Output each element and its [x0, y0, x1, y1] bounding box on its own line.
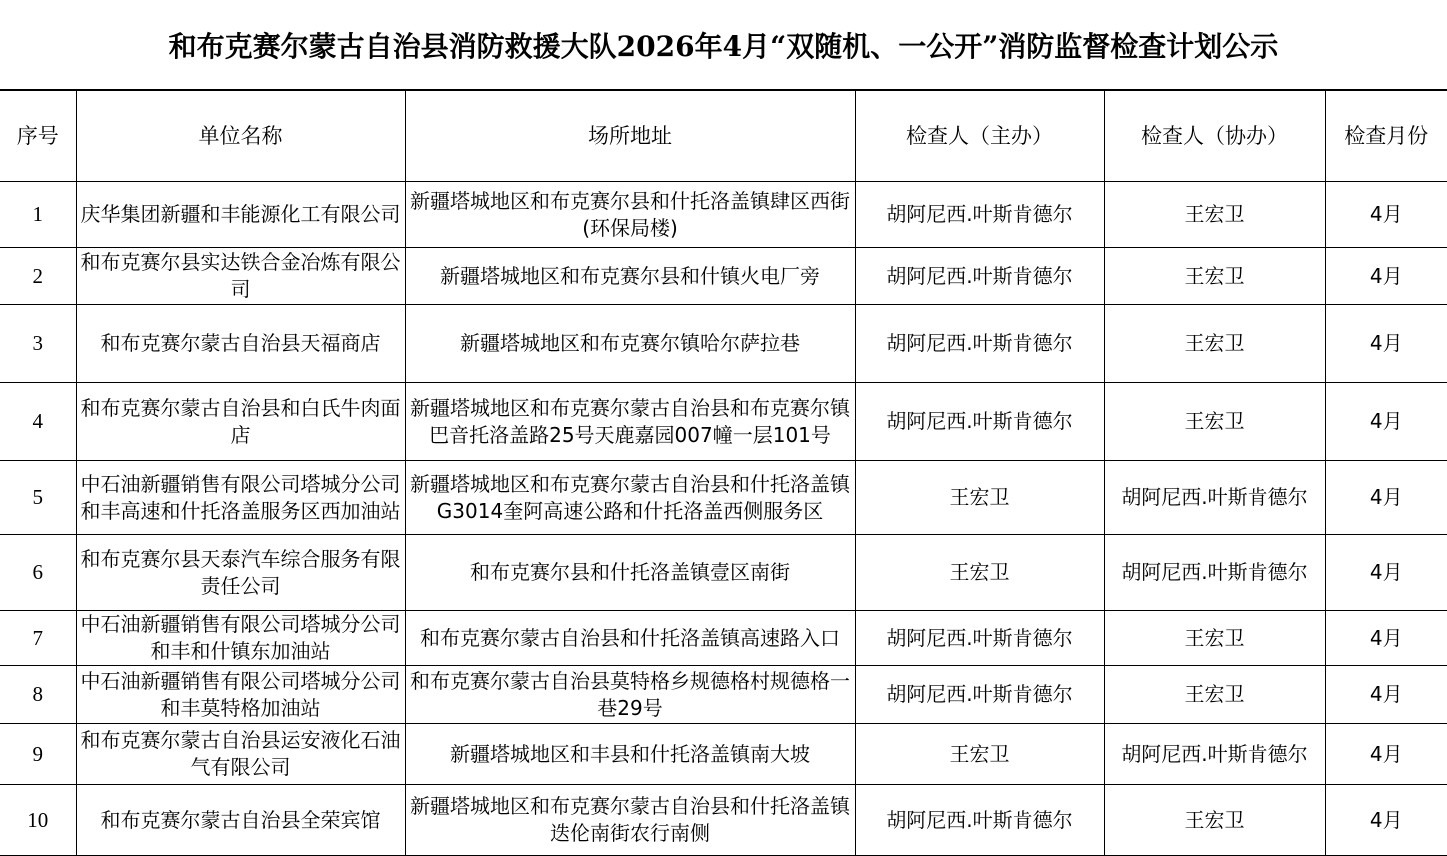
cell-month: 4月 — [1325, 611, 1447, 666]
cell-address: 新疆塔城地区和布克赛尔县和什镇火电厂旁 — [405, 248, 855, 305]
table-row — [0, 666, 1447, 724]
header-inspector-assist: 检查人（协办） — [1104, 91, 1325, 182]
cell-inspector-main: 胡阿尼西.叶斯肯德尔 — [855, 305, 1104, 383]
cell-month: 4月 — [1325, 248, 1447, 305]
cell-inspector-main: 胡阿尼西.叶斯肯德尔 — [855, 182, 1104, 248]
cell-inspector-assist: 王宏卫 — [1104, 182, 1325, 248]
cell-month: 4月 — [1325, 724, 1447, 785]
cell-inspector-assist: 王宏卫 — [1104, 785, 1325, 856]
cell-inspector-assist: 胡阿尼西.叶斯肯德尔 — [1104, 535, 1325, 611]
cell-no: 8 — [0, 666, 76, 724]
cell-no: 1 — [0, 182, 76, 248]
cell-inspector-main: 胡阿尼西.叶斯肯德尔 — [855, 666, 1104, 724]
cell-inspector-main: 胡阿尼西.叶斯肯德尔 — [855, 611, 1104, 666]
cell-no: 2 — [0, 248, 76, 305]
cell-address: 新疆塔城地区和布克赛尔蒙古自治县和什托洛盖镇迭伦南街农行南侧 — [405, 785, 855, 856]
cell-address: 新疆塔城地区和布克赛尔蒙古自治县和布克赛尔镇巴音托洛盖路25号天鹿嘉园007幢一层101号 — [405, 383, 855, 461]
cell-month: 4月 — [1325, 182, 1447, 248]
cell-unit-name: 和布克赛尔县实达铁合金冶炼有限公司 — [76, 248, 405, 305]
cell-unit-name: 和布克赛尔蒙古自治县全荣宾馆 — [76, 785, 405, 856]
cell-inspector-assist: 胡阿尼西.叶斯肯德尔 — [1104, 724, 1325, 785]
cell-no: 6 — [0, 535, 76, 611]
cell-inspector-main: 王宏卫 — [855, 461, 1104, 535]
cell-inspector-assist: 王宏卫 — [1104, 248, 1325, 305]
cell-unit-name: 庆华集团新疆和丰能源化工有限公司 — [76, 182, 405, 248]
table-row — [0, 248, 1447, 305]
table-row — [0, 724, 1447, 785]
cell-month: 4月 — [1325, 785, 1447, 856]
cell-inspector-main: 王宏卫 — [855, 724, 1104, 785]
table-row — [0, 305, 1447, 383]
cell-no: 10 — [0, 785, 76, 856]
cell-unit-name: 中石油新疆销售有限公司塔城分公司和丰高速和什托洛盖服务区西加油站 — [76, 461, 405, 535]
table-row — [0, 182, 1447, 248]
page-title: 和布克赛尔蒙古自治县消防救援大队2026年4月“双随机、一公开”消防监督检查计划公示 — [0, 0, 1447, 90]
cell-inspector-main: 胡阿尼西.叶斯肯德尔 — [855, 383, 1104, 461]
table-row — [0, 383, 1447, 461]
cell-no: 7 — [0, 611, 76, 666]
cell-unit-name: 中石油新疆销售有限公司塔城分公司和丰莫特格加油站 — [76, 666, 405, 724]
table-header-row — [0, 91, 1447, 182]
cell-unit-name: 和布克赛尔蒙古自治县和白氏牛肉面店 — [76, 383, 405, 461]
cell-month: 4月 — [1325, 383, 1447, 461]
cell-inspector-assist: 王宏卫 — [1104, 383, 1325, 461]
inspection-plan-table — [0, 90, 1447, 856]
cell-no: 4 — [0, 383, 76, 461]
cell-no: 5 — [0, 461, 76, 535]
table-row — [0, 611, 1447, 666]
header-month: 检查月份 — [1325, 91, 1447, 182]
cell-address: 和布克赛尔蒙古自治县莫特格乡规德格村规德格一巷29号 — [405, 666, 855, 724]
cell-month: 4月 — [1325, 666, 1447, 724]
cell-no: 9 — [0, 724, 76, 785]
cell-month: 4月 — [1325, 461, 1447, 535]
cell-inspector-main: 胡阿尼西.叶斯肯德尔 — [855, 785, 1104, 856]
header-address: 场所地址 — [405, 91, 855, 182]
table-row — [0, 535, 1447, 611]
cell-inspector-assist: 胡阿尼西.叶斯肯德尔 — [1104, 461, 1325, 535]
cell-inspector-main: 胡阿尼西.叶斯肯德尔 — [855, 248, 1104, 305]
cell-no: 3 — [0, 305, 76, 383]
header-no: 序号 — [0, 91, 76, 182]
cell-inspector-assist: 王宏卫 — [1104, 666, 1325, 724]
cell-inspector-main: 王宏卫 — [855, 535, 1104, 611]
cell-address: 和布克赛尔蒙古自治县和什托洛盖镇高速路入口 — [405, 611, 855, 666]
cell-inspector-assist: 王宏卫 — [1104, 305, 1325, 383]
header-inspector-main: 检查人（主办） — [855, 91, 1104, 182]
cell-unit-name: 和布克赛尔蒙古自治县运安液化石油气有限公司 — [76, 724, 405, 785]
cell-address: 新疆塔城地区和布克赛尔镇哈尔萨拉巷 — [405, 305, 855, 383]
cell-inspector-assist: 王宏卫 — [1104, 611, 1325, 666]
table-row — [0, 785, 1447, 856]
cell-address: 新疆塔城地区和布克赛尔县和什托洛盖镇肆区西街(环保局楼) — [405, 182, 855, 248]
table-row — [0, 461, 1447, 535]
cell-unit-name: 和布克赛尔蒙古自治县天福商店 — [76, 305, 405, 383]
cell-unit-name: 中石油新疆销售有限公司塔城分公司和丰和什镇东加油站 — [76, 611, 405, 666]
cell-month: 4月 — [1325, 305, 1447, 383]
cell-address: 新疆塔城地区和丰县和什托洛盖镇南大坡 — [405, 724, 855, 785]
cell-month: 4月 — [1325, 535, 1447, 611]
cell-address: 和布克赛尔县和什托洛盖镇壹区南街 — [405, 535, 855, 611]
header-unit-name: 单位名称 — [76, 91, 405, 182]
cell-address: 新疆塔城地区和布克赛尔蒙古自治县和什托洛盖镇G3014奎阿高速公路和什托洛盖西侧服务区 — [405, 461, 855, 535]
cell-unit-name: 和布克赛尔县天泰汽车综合服务有限责任公司 — [76, 535, 405, 611]
